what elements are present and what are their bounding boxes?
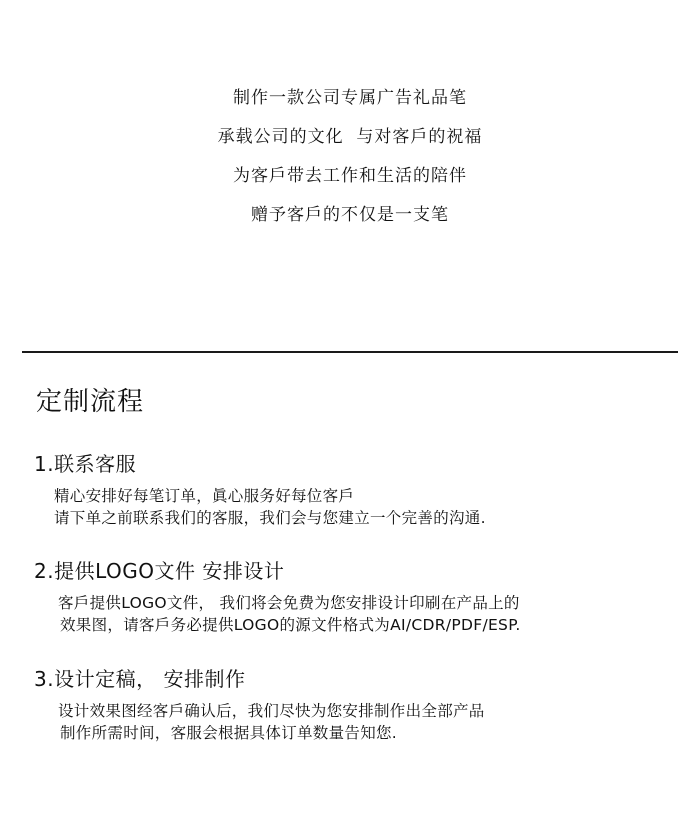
step-1-line-1: 精心安排好每笔订单，眞心服务好每位客戶 bbox=[54, 487, 355, 505]
process-step-2 bbox=[34, 558, 684, 636]
step-3-description bbox=[34, 700, 684, 744]
step-1-heading: 1.联系客服 bbox=[34, 452, 137, 476]
intro-line-3: 为客戶带去工作和生活的陪伴 bbox=[233, 166, 467, 186]
step-1-line-2: 请下单之前联系我们的客服，我们会与您建立一个完善的沟通. bbox=[54, 509, 486, 527]
step-2-description bbox=[34, 592, 684, 636]
process-step-1 bbox=[34, 451, 684, 529]
step-3-line-2: 制作所需时间，客服会根据具体订单数量告知您. bbox=[60, 724, 398, 742]
step-3-line-1: 设计效果图经客戶确认后，我们尽快为您安排制作出全部产品 bbox=[58, 702, 485, 720]
step-2-line-2: 效果图，请客戶务必提供LOGO的源文件格式为AI/CDR/PDF/ESP. bbox=[60, 616, 521, 634]
intro-block bbox=[0, 88, 700, 244]
step-2-line-1: 客戶提供LOGO文件， 我们将会免费为您安排设计印刷在产品上的 bbox=[58, 594, 520, 612]
intro-line-4: 赠予客戶的不仅是一支笔 bbox=[251, 205, 449, 225]
section-divider bbox=[22, 351, 678, 353]
step-2-heading: 2.提供LOGO文件 安排设计 bbox=[34, 559, 285, 583]
step-3-heading: 3.设计定稿， 安排制作 bbox=[34, 667, 246, 691]
step-1-description bbox=[34, 485, 684, 529]
intro-line-1: 制作一款公司专属广告礼品笔 bbox=[233, 88, 467, 108]
intro-line-2: 承载公司的文化 与对客戶的祝福 bbox=[217, 127, 483, 147]
process-step-3 bbox=[34, 666, 684, 744]
process-title: 定制流程 bbox=[36, 387, 145, 417]
